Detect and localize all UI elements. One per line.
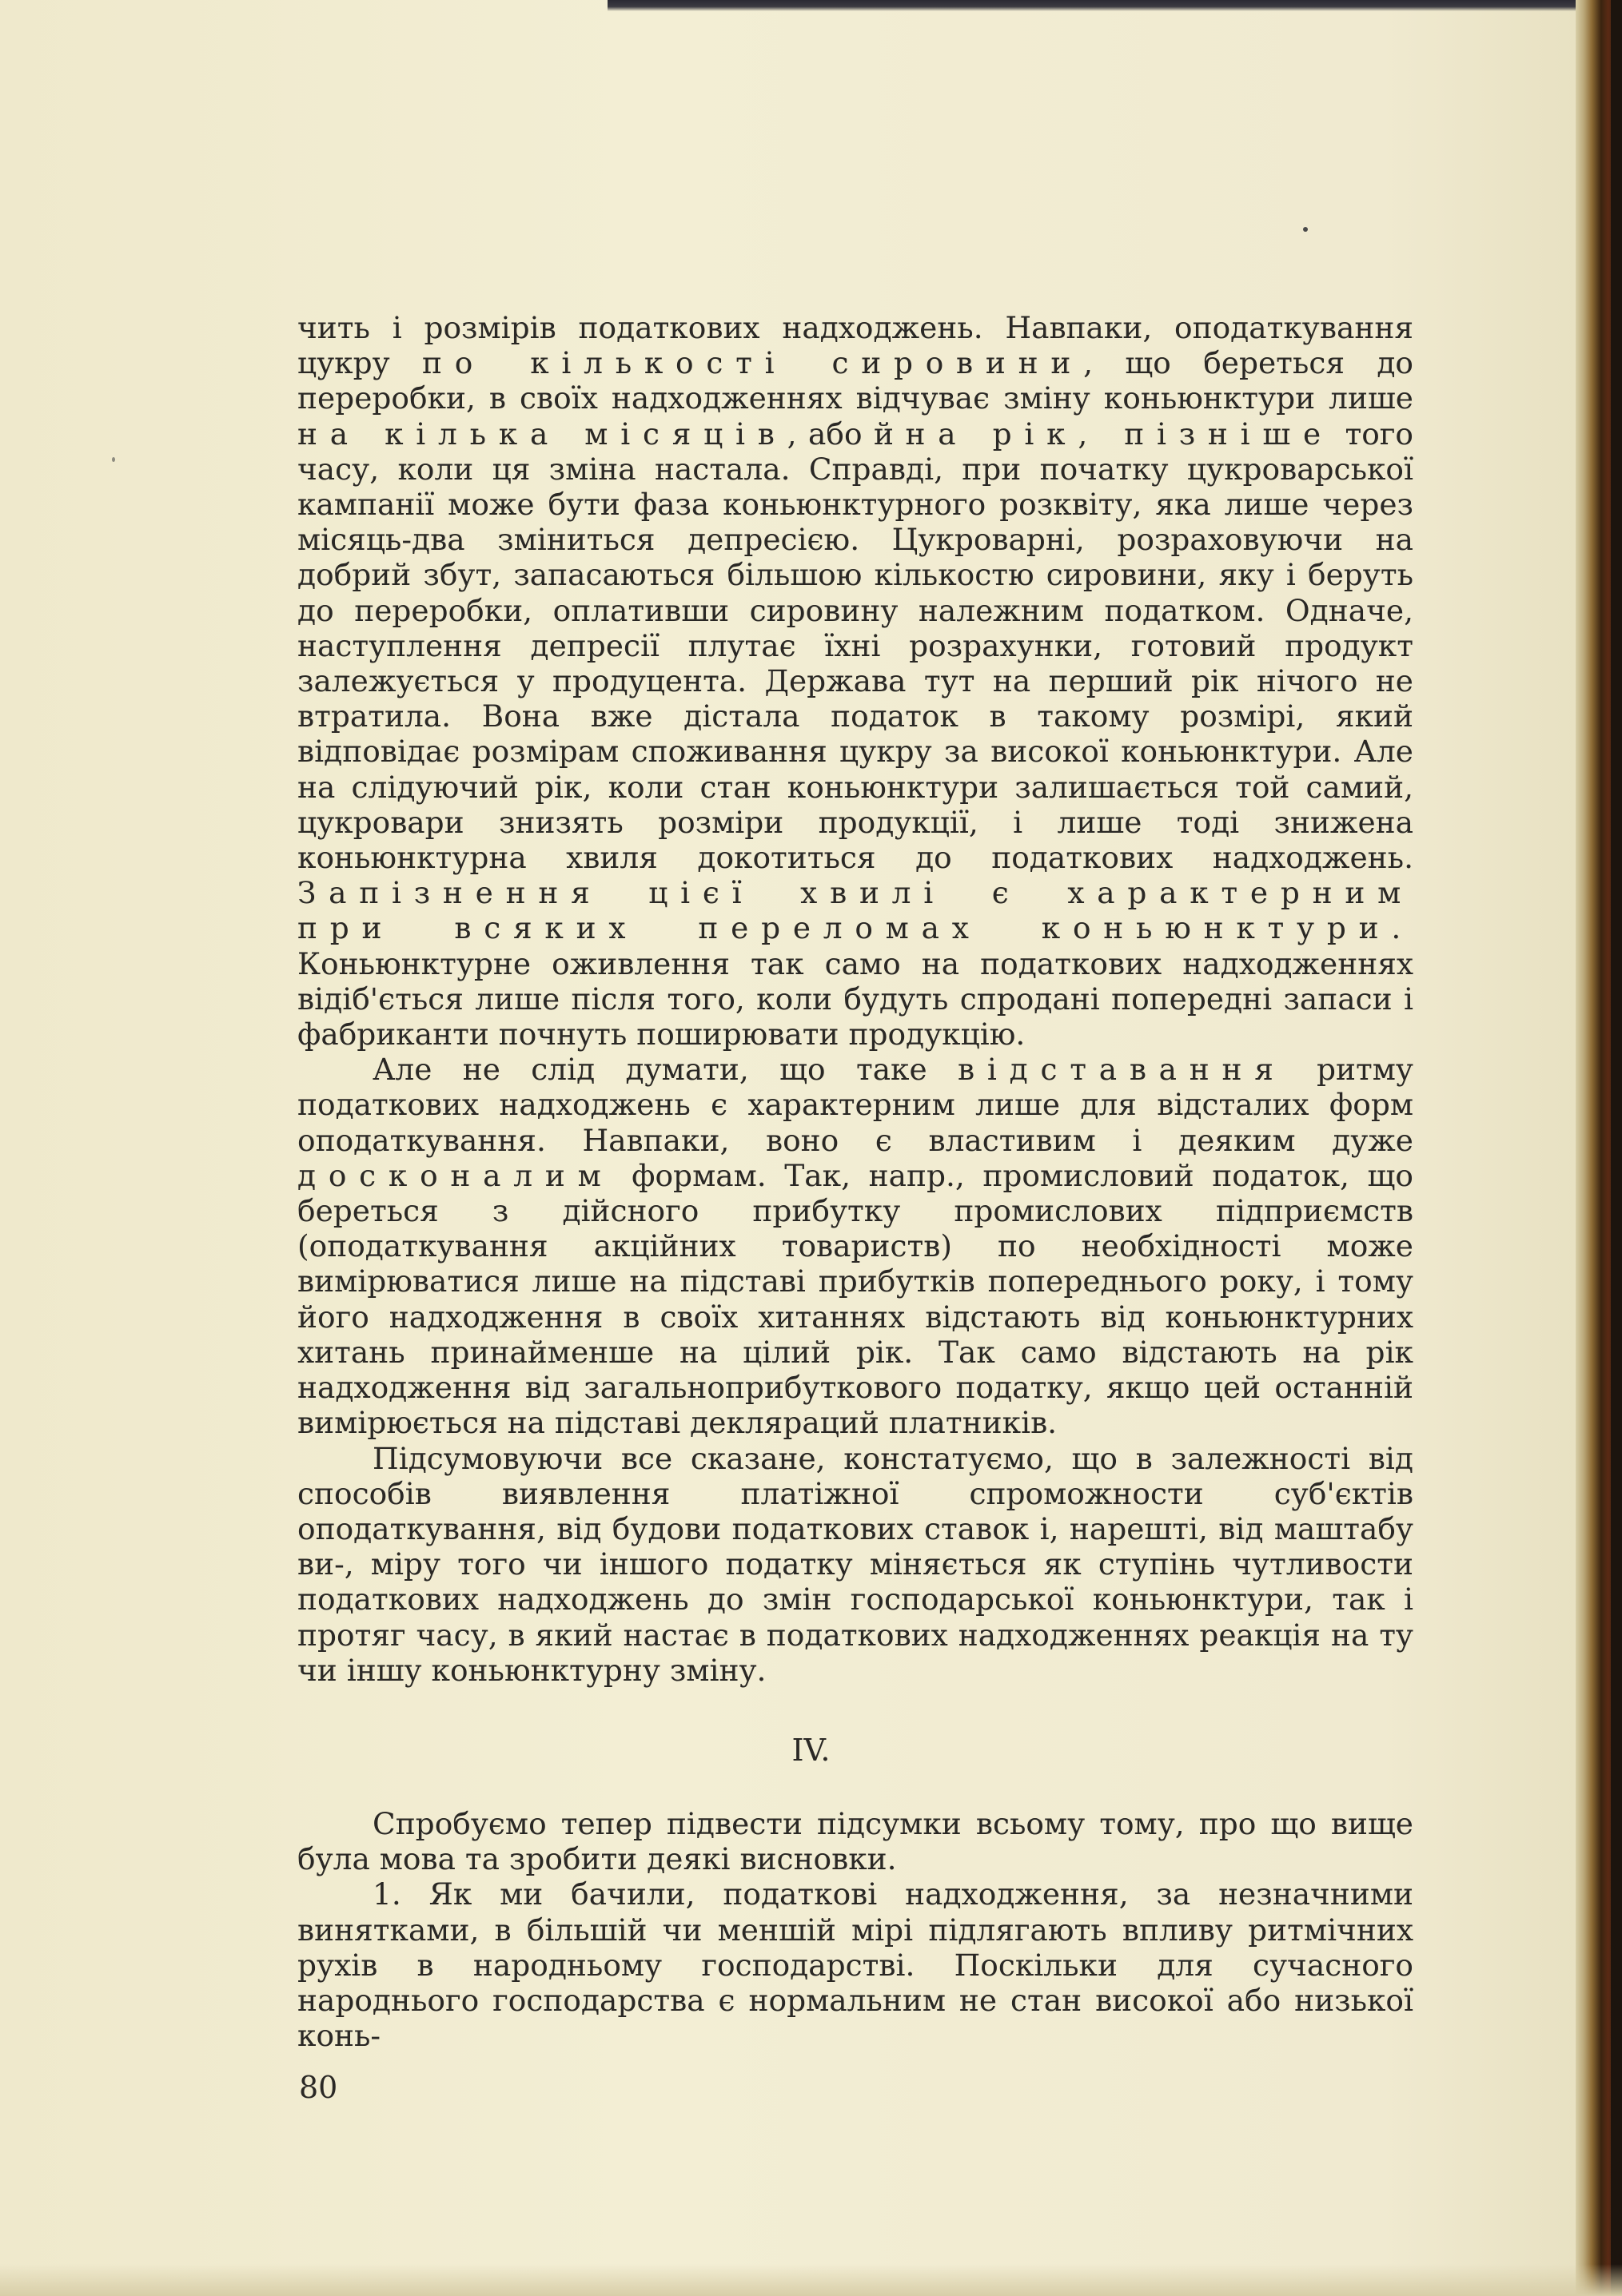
paragraph-5 (297, 1876, 1413, 2053)
text-run: ритму податкових надходжень є характерним лише для відсталих форм оподаткування. Навпаки, воно є властивим і деяким дуже (297, 1052, 1413, 1158)
page-number: 80 (299, 2070, 338, 2105)
text-run: , що береться до переробки, в своїх надходженнях відчуває зміну коньюнктури лише (297, 345, 1413, 416)
spaced-emphasis: по кількості сировини (422, 345, 1084, 381)
spaced-emphasis: досконалим (297, 1157, 614, 1193)
section-heading: IV. (791, 1733, 831, 1768)
paragraph-2 (297, 1052, 1413, 1440)
bottom-edge-shade (0, 2264, 1622, 2296)
paragraph-1 (297, 310, 1413, 1052)
spaced-emphasis: Запізнення цієї хвилі є характерним при всяких переломах коньюнктури. (297, 875, 1413, 946)
spaced-emphasis: на кілька місяців (297, 416, 787, 452)
text-run: Але не слід думати, що таке (373, 1052, 958, 1088)
text-run: чить і розмірів податкових надходжень. Навпаки, оподаткування цукру (297, 310, 1413, 381)
text-run: Коньюнктурне оживлення так само на податкових надходженнях відіб'ється лише після того, коли будуть спродані попередні запаси і фабриканти почнуть поширювати продукцію. (297, 945, 1413, 1052)
paragraph-4 (297, 1806, 1413, 1876)
top-edge-shadow (608, 0, 1622, 11)
text-run: формам. Так, напр., промисловий податок, що береться з дійсного прибутку промислових підприємств (оподаткування акційних товариств) по необхідності може вимірюватися лише на підставі прибутків попереднього року, і тому його надходження в своїх хитаннях відстають від коньюнктурних хитань принайменше на цілий рік. Так само відстають на рік надходження від загальноприбуткового податку, якщо цей останній вимірюється на підставі декляраций платників. (297, 1157, 1413, 1441)
paragraph-3 (297, 1441, 1413, 1688)
spaced-emphasis: на рік, пізніше (905, 416, 1333, 452)
spaced-emphasis: відставання (958, 1052, 1286, 1088)
text-run: Підсумовуючи все сказане, констатуємо, що в залежності від способів виявлення платіжної спроможности суб'єктів оподаткування, від будови податкових ставок і, нарешті, від маштабу ви-, міру того чи іншого податку міняється як ступінь чутливости податкових надходжень до змін господарської коньюнктури, так і протяг часу, в який настає в податкових надходженнях реакція на ту чи іншу коньюнктурну зміну. (297, 1440, 1413, 1688)
text-run: 1. Як ми бачили, податкові надходження, за незначними винятками, в більшій чи меншій мірі підлягають впливу ритмічних рухів в народньому господарстві. Поскільки для сучасного народнього господарства є нормальним не стан високої або низької конь- (297, 1876, 1413, 2054)
text-run: Спробуємо тепер підвести підсумки всьому тому, про що вище була мова та зробити деякі висновки. (297, 1806, 1413, 1877)
body-text-upper (297, 310, 1413, 1688)
speck-mark (1303, 227, 1308, 232)
speck-mark (112, 457, 115, 462)
text-run: того часу, коли ця зміна настала. Справді, при початку цукроварської кампанії може бути фаза коньюнктурного розквіту, яка лише через місяць-два зміниться депресією. Цукроварні, розраховуючи на добрий збут, запасаються більшою кількостю сировини, яку і беруть до переробки, оплативши сировину належним податком. Одначе, наступлення депресії плутає їхні розрахунки, готовий продукт залежується у продуцента. Держава тут на перший рік нічого не втратила. Вона вже дістала податок в такому розмірі, який відповідає розмірам споживання цукру за високої коньюнктури. Але на слідуючий рік, коли стан коньюнктури залишається той самий, цукровари знизять розміри продукції, і лише тоді знижена коньюнктурна хвиля докотиться до податкових надходжень. (297, 416, 1414, 876)
text-run: , або й (787, 416, 906, 452)
book-spine-shadow (1611, 0, 1622, 2296)
body-text-lower (297, 1806, 1413, 2053)
